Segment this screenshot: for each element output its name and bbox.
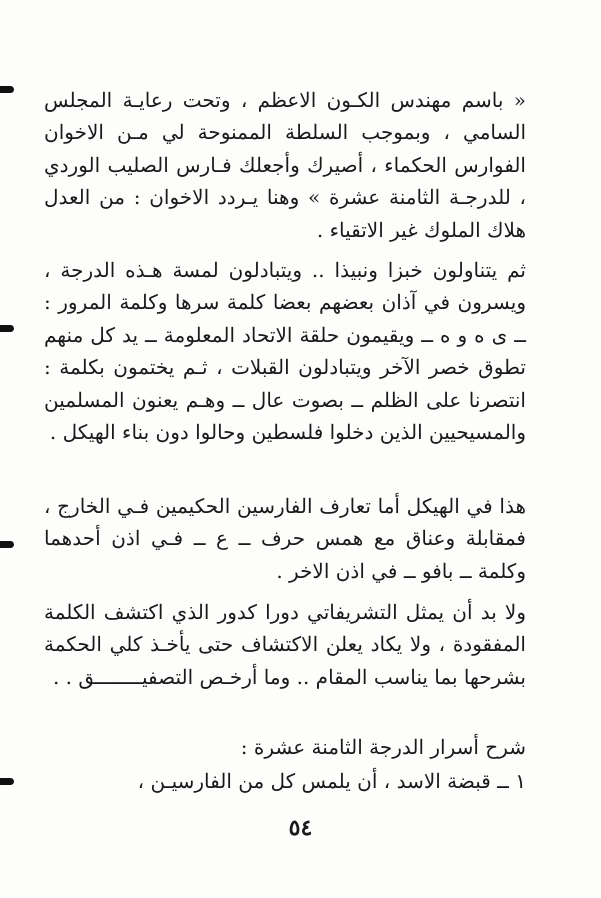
list-item-lion-grip: ١ ــ قبضة الاسد ، أن يلمس كل من الفارسيـن ،	[137, 769, 526, 793]
paragraph-outside-recognition: هذا في الهيكل أما تعارف الفارسين الحكيمين فـي الخارج ، فمقابلة وعناق مع همس حرف ــ ع ــ فـي اذن أحدهما وكلمة ــ بافو ــ في اذن الاخر .	[44, 494, 526, 583]
binding-edge-mark	[0, 541, 14, 548]
paragraph-bread-and-wine: ثم يتناولون خبزا ونبيذا .. ويتبادلون لمسة هـذه الدرجة ، ويسرون في آذان بعضهم بعضا كلمة سرها وكلمة المرور : ــ ى ه و ه ــ ويقيمون حلقة الاتحاد المعلومة ــ يد كل منهم تطوق خصر الآخر ويتبادلون القبلات ، ثـم يختمون بكلمة : انتصرنا على الظلم ــ بصوت عال ــ وهـم يعنون المسلمين والمسيحيين الذين دخلوا فلسطين وحالوا دون بناء الهيكل .	[44, 258, 526, 445]
section-heading-secrets: شرح أسرار الدرجة الثامنة عشرة :	[240, 735, 526, 759]
binding-edge-mark	[0, 325, 14, 332]
binding-edge-mark	[0, 778, 14, 785]
paragraph-knighting-oath: « باسم مهندس الكـون الاعظم ، وتحت رعايـة المجلس السامي ، وبموجب السلطة الممنوحة لي مـن الاخوان الفوارس الحكماء ، أصيرك وأجعلك فـارس الصليب الوردي ، للدرجـة الثامنة عشرة » وهنا يـردد الاخوان : من العدل هلاك الملوك غير الاتقياء .	[44, 88, 526, 242]
binding-edge-mark	[0, 86, 14, 93]
page-number: ٥٤	[288, 815, 313, 841]
paragraph-lost-word: ولا بد أن يمثل التشريفاتي دورا كدور الذي اكتشف الكلمة المفقودة ، ولا يكاد يعلن الاكتشاف حتى يأخـذ كلي الحكمة بشرحها بما يناسب المقام .. وما أرخـص التصفيــــــــق . .	[44, 600, 526, 689]
